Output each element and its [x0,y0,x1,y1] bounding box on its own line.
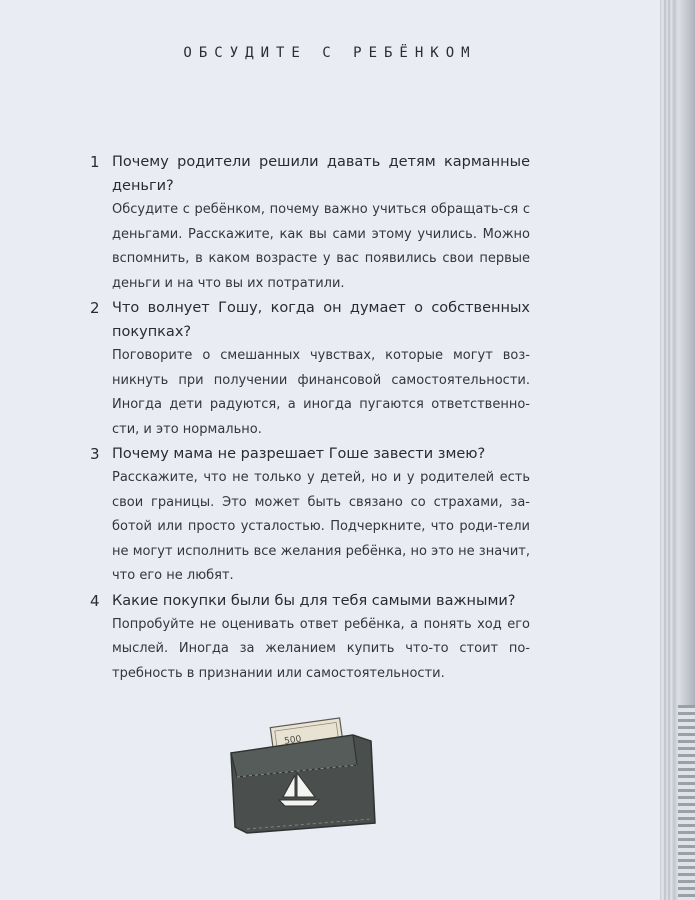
question-item-2 [90,296,530,442]
question-text: Что волнует Гошу, когда он думает о собственных покупках? [112,300,530,340]
banknote-label: 500 [283,734,303,747]
question-text: Почему мама не разрешает Гоше завести змею? [112,446,486,462]
question-text: Почему родители решили давать детям карманные деньги? [112,154,530,194]
page-edge-strip [678,705,695,900]
question-number: 2 [90,299,100,317]
question-item-1 [90,150,530,296]
question-text: Какие покупки были бы для тебя самыми важными? [112,592,516,609]
question-number: 4 [90,591,100,610]
answer-text: Поговорите о смешанных чувствах, которые могут воз-никнуть при получении финансовой самостоятельности. Иногда дети радуются, а иногда пугаются ответственно-сти, и это нормально. [112,348,530,437]
answer-text: Расскажите, что не только у детей, но и у родителей есть свои границы. Это может быть связано со страхами, за-ботой или просто усталостью. Подчеркните, что роди-тели не могут исполнить все желания ребёнка, но это не значит, что его не любят. [112,470,530,583]
question-list [90,150,530,686]
question-number: 3 [90,445,100,463]
book-page-edges [660,0,695,900]
answer-text: Попробуйте не оценивать ответ ребёнка, а понять ход его мыслей. Иногда за желанием купить что-то стоит по-требность в признании или самостоятельности. [112,616,530,681]
wallet-icon [225,715,385,849]
question-item-3 [90,442,530,589]
question-item-4 [90,589,530,687]
question-number: 1 [90,153,100,171]
page-title: ОБСУДИТЕ С РЕБЁНКОМ [183,45,477,61]
answer-text: Обсудите с ребёнком, почему важно учиться обращать-ся с деньгами. Расскажите, как вы сами этому учились. Можно вспомнить, в каком возрасте у вас появились свои первые деньги и на что вы их потратили. [112,202,530,291]
